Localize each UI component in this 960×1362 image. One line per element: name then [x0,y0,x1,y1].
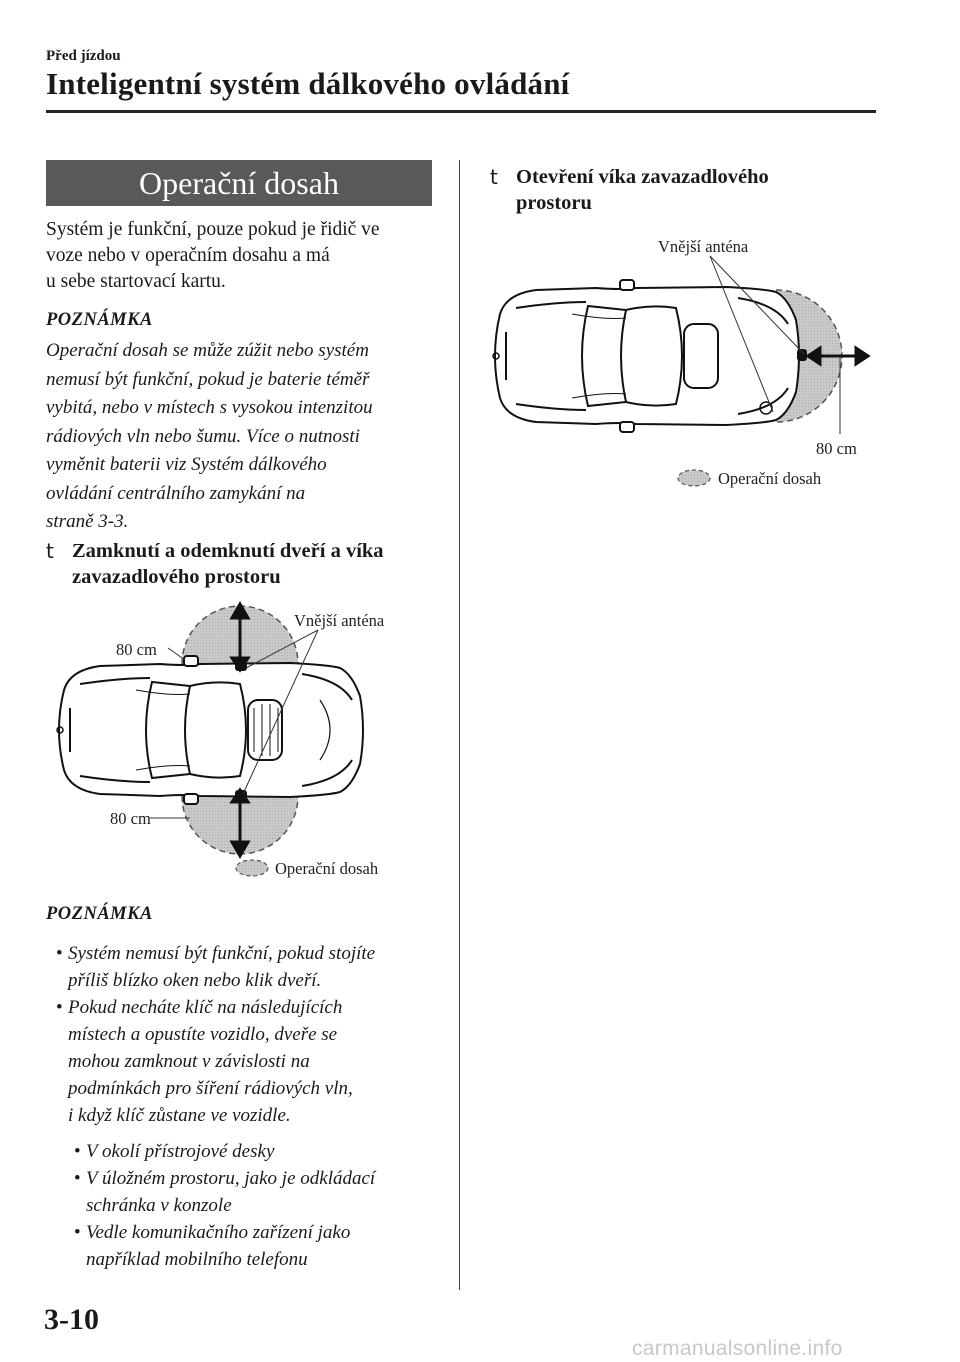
watermark: carmanualsonline.info [632,1337,843,1360]
bullet-line: podmínkách pro šíření rádiových vln, [68,1078,353,1099]
legend-label: Operační dosah [275,859,379,878]
note-line: vyměnit baterii viz Systém dálkového [46,454,327,475]
intro-line: u sebe startovací kartu. [46,271,226,292]
title-rule [46,110,876,113]
bullet-line: příliš blízko oken nebo klik dveří. [68,970,322,991]
car-top-view-icon [493,280,806,432]
subsection-line: Otevření víka zavazadlového [516,166,769,188]
subsection-line: Zamknutí a odemknutí dveří a víka [72,540,384,562]
range-diagram-doors [40,600,420,890]
range-label-top: 80 cm [116,640,157,659]
bullet-line: schránka v konzole [86,1195,232,1216]
note-bullet: • Pokud necháte klíč na následujících místech a opustíte vozidlo, dveře se mohou zamknout v závislosti na podmínkách pro šíření rádiových vln, i když klíč zůstane ve vozidle. [68,994,448,1129]
range-label: 80 cm [816,439,857,458]
intro-line: voze nebo v operačním dosahu a má [46,245,330,266]
intro-paragraph [46,217,446,295]
column-divider [459,160,460,1290]
legend-range-icon [678,470,710,486]
bullet-line: i když klíč zůstane ve vozidle. [68,1105,291,1126]
range-diagram-trunk [486,228,886,498]
antenna-label: Vnější anténa [294,611,385,630]
legend-range-icon [236,860,268,876]
note-sub-bullet: • V okolí přístrojové desky [86,1138,446,1165]
intro-line: Systém je funkční, pouze pokud je řidič ve [46,219,380,240]
subsection-marker-icon: t [46,539,54,563]
note-sub-bullet: • V úložném prostoru, jako je odkládací schránka v konzole [86,1165,446,1219]
note-heading: POZNÁMKA [46,904,153,924]
section-heading: Operační dosah [46,160,432,206]
note-line: straně 3-3. [46,511,129,532]
subsection-heading-lock [46,538,384,590]
bullet-line: Systém nemusí být funkční, pokud stojíte [68,943,376,964]
page-title: Inteligentní systém dálkového ovládání [46,66,570,101]
bullet-line: mohou zamknout v závislosti na [68,1051,310,1072]
subsection-line: zavazadlového prostoru [72,566,281,588]
bullet-line: Pokud necháte klíč na následujících [68,997,343,1018]
note-bullet: • Systém nemusí být funkční, pokud stojíte příliš blízko oken nebo klik dveří. [68,940,448,994]
bullet-line: V okolí přístrojové desky [86,1141,275,1162]
legend-label: Operační dosah [718,469,822,488]
car-top-view-icon [57,656,363,804]
range-label-bottom: 80 cm [110,809,151,828]
page-number: 3-10 [44,1303,99,1336]
subsection-line: prostoru [516,192,592,214]
note-paragraph [46,337,446,537]
note-line: Operační dosah se může zúžit nebo systém [46,340,369,361]
note-heading: POZNÁMKA [46,310,153,330]
bullet-line: Vedle komunikačního zařízení jako [86,1222,351,1243]
note-line: rádiových vln nebo šumu. Více o nutnosti [46,425,360,447]
note-line: nemusí být funkční, pokud je baterie téměř [46,368,370,390]
antenna-label: Vnější anténa [658,237,749,256]
note-line: ovládání centrálního zamykání na [46,482,306,504]
subsection-heading-trunk [490,164,769,216]
bullet-line: například mobilního telefonu [86,1249,308,1270]
bullet-line: místech a opustíte vozidlo, dveře se [68,1024,338,1045]
note-line: vybitá, nebo v místech s vysokou intenzitou [46,397,373,418]
section-label: Před jízdou [46,48,121,64]
bullet-line: V úložném prostoru, jako je odkládací [86,1168,376,1189]
note-sub-bullet: • Vedle komunikačního zařízení jako například mobilního telefonu [86,1219,446,1273]
subsection-marker-icon: t [490,165,498,189]
